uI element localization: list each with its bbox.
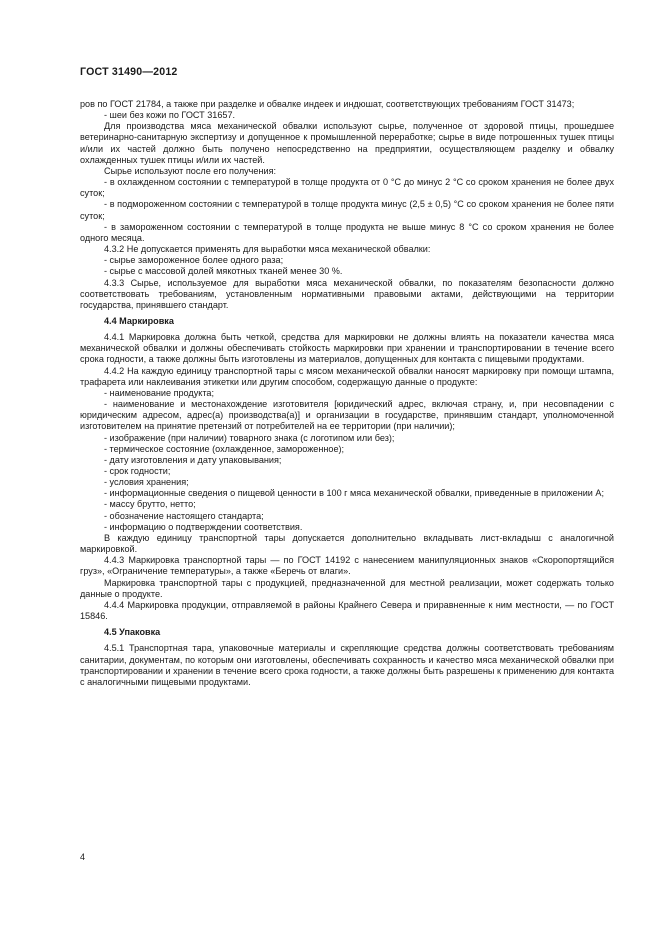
document-body (80, 99, 614, 688)
clause-4-5-1: 4.5.1 Транспортная тара, упаковочные материалы и скрепляющие средства должны соответствовать требованиям санитарии, документам, по которым они изготовлены, обеспечивать сохранность и качество мяса механической обвалки при транспортировании и хранении в течение всего срока годности, а также должны быть разрешены к применению для контакта с аналогичными пищевыми продуктами. (80, 643, 614, 687)
list-item: - термическое состояние (охлажденное, замороженное); (104, 443, 345, 454)
section-heading-4-5: 4.5 Упаковка (104, 627, 161, 638)
clause-4-4-3: 4.4.3 Маркировка транспортной тары — по ГОСТ 14192 с нанесением манипуляционных знаков «Скоропортящийся груз», «Ограничение температуры», а также «Беречь от влаги». (80, 555, 614, 577)
list-item: - дату изготовления и дату упаковывания; (104, 454, 282, 465)
list-item: - в подмороженном состоянии с температурой в толще продукта минус (2,5 ± 0,5) °С со сроком хранения не более пяти суток; (80, 199, 614, 221)
paragraph: ров по ГОСТ 21784, а также при разделке и обвалке индеек и индюшат, соответствующих требованиям ГОСТ 31473; (80, 99, 575, 109)
list-item: - условия хранения; (104, 477, 189, 488)
section-heading-4-4: 4.4 Маркировка (104, 315, 174, 326)
list-item: - обозначение настоящего стандарта; (104, 510, 264, 521)
list-item: - наименование и местонахождение изготовителя [юридический адрес, включая страну, и, при несовпадении с юридическим адресом, адрес(а) производства(а)] и организации в государстве, принявшим стандарт, уполномоченной изготовителем на принятие претензий от потребителей на ее территории (при наличии); (80, 399, 614, 432)
list-item: - в замороженном состоянии с температурой в толще продукта не выше минус 8 °С со сроком хранения не более одного месяца. (80, 221, 614, 243)
list-item: - сырье с массовой долей мякотных тканей менее 30 %. (104, 266, 343, 277)
list-item: - сырье замороженное более одного раза; (104, 255, 284, 266)
paragraph: Сырье используют после его получения: (104, 165, 277, 176)
clause-4-3-3: 4.3.3 Сырье, используемое для выработки мяса механической обвалки, по показателям безопасности должно соответствовать требованиям, установленным нормативными правовыми актами, действующими на территории государства, принявшего стандарт. (80, 277, 614, 310)
clause-4-4-4: 4.4.4 Маркировка продукции, отправляемой в районы Крайнего Севера и приравненные к ним местности, — по ГОСТ 15846. (80, 599, 614, 622)
paragraph: В каждую единицу транспортной тары допускается дополнительно вкладывать лист-вкладыш с аналогичной маркировкой. (80, 532, 614, 555)
list-item: - изображение (при наличии) товарного знака (с логотипом или без); (104, 432, 395, 443)
list-item: - в охлажденном состоянии с температурой в толще продукта от 0 °С до минус 2 °С со сроком хранения не более двух суток; (80, 177, 614, 199)
list-item: - информацию о подтверждении соответствия. (104, 521, 303, 532)
clause-4-3-2: 4.3.2 Не допускается применять для выработки мяса механической обвалки: (104, 244, 431, 255)
list-item: - информационные сведения о пищевой ценности в 100 г мяса механической обвалки, приведенные в приложении А; (104, 488, 604, 499)
page-number: 4 (80, 852, 86, 862)
paragraph: Для производства мяса механической обвалки используют сырье, полученное от здоровой птицы, прошедшее ветеринарно-санитарную экспертизу и допущенное к промышленной переработке; сырье в виде потрошенных тушек птицы и/или их частей должно быть получено непосредственно на предприятии, осуществляющем разделку и обвалку охлажденных тушек птицы и/или их частей. (80, 121, 614, 165)
page-header-title: ГОСТ 31490—2012 (80, 66, 178, 78)
list-item: - наименование продукта; (104, 387, 214, 398)
clause-4-4-1: 4.4.1 Маркировка должна быть четкой, средства для маркировки не должны влиять на показатели качества мяса механической обвалки и должны обеспечивать стойкость маркировки при хранении и транспортировании в течение всего срока годности, а также должны быть изготовлены из материалов, допущенных для контакта с пищевыми продуктами. (80, 332, 614, 365)
list-item: - массу брутто, нетто; (104, 499, 196, 510)
paragraph: Маркировка транспортной тары с продукцией, предназначенной для местной реализации, может содержать только данные о продукте. (80, 577, 614, 599)
list-item: - срок годности; (104, 466, 171, 476)
clause-4-4-2: 4.4.2 На каждую единицу транспортной тары с мясом механической обвалки наносят маркировку при помощи штампа, трафарета или наклеивания этикетки или другим способом, содержащую данные о продукте: (80, 365, 614, 387)
list-item: - шеи без кожи по ГОСТ 31657. (104, 110, 236, 121)
